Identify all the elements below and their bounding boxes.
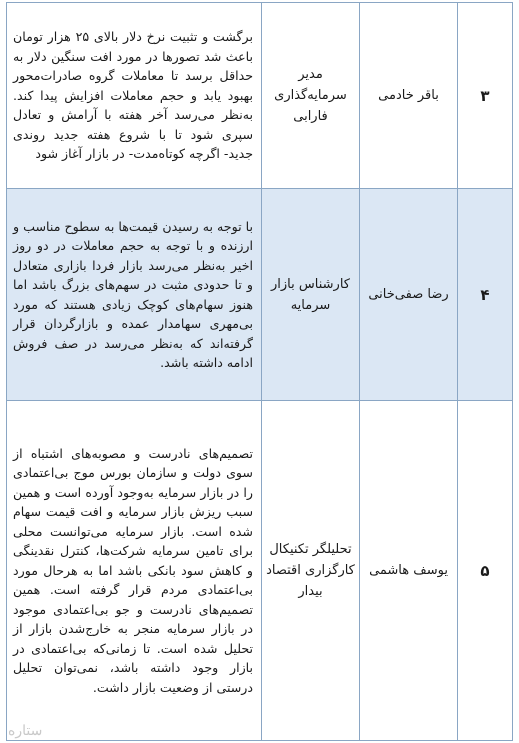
row-number: ۵ <box>457 401 512 740</box>
analyst-role: تحلیلگر تکنیکال کارگزاری اقتصاد بیدار <box>261 401 359 740</box>
analyst-name: باقر خادمی <box>359 3 457 188</box>
table-row <box>7 3 512 189</box>
row-number: ۴ <box>457 189 512 400</box>
analyst-table <box>6 2 513 741</box>
analyst-role: مدیر سرمایه‌گذاری فارابی <box>261 3 359 188</box>
analyst-comment: با توجه به رسیدن قیمت‌ها به سطوح مناسب و ارزنده و با توجه به حجم معاملات در دو روز اخیر به‌نظر می‌رسد بازار فردا بازاری متعادل و تا حدودی مثبت در سهم‌های بزرگ باشد اما هنوز سهام‌های کوچک زیادی هستند که مورد بی‌مهری سهامدار عمده و بازارگردان قرار گرفته‌اند که به‌نظر می‌رسد در صف فروش ادامه داشته باشد. <box>13 218 253 370</box>
analyst-role: کارشناس بازار سرمایه <box>261 189 359 400</box>
row-number: ۳ <box>457 3 512 188</box>
analyst-comment: تصمیم‌های نادرست و مصوبه‌های اشتباه از سوی دولت و سازمان بورس موج بی‌اعتمادی را در بازار سرمایه به‌وجود آورده است و همین سبب ریزش بازار سرمایه و افت قیمت سهام شده است. بازار سرمایه می‌توانست محلی برای تامین سرمایه شرکت‌ها، کنترل نقدینگی و کاهش سود بانکی باشد اما به هرحال مورد بی‌اعتمادی مردم قرار گرفته است. همین تصمیم‌های نادرست و جو بی‌اعتمادی موجود در بازار سرمایه منجر به خارج‌شدن بازار از تحلیل شده است. تا زمانی‌که بی‌اعتمادی در بازار وجود داشته باشد، نمی‌توان تحلیل درستی از وضعیت بازار داشت. <box>13 445 253 695</box>
table-row <box>7 189 512 401</box>
analyst-name: یوسف هاشمی <box>359 401 457 740</box>
watermark: ستاره <box>8 723 43 739</box>
analyst-name: رضا صفی‌خانی <box>359 189 457 400</box>
table-row <box>7 401 512 740</box>
analyst-comment: برگشت و تثبیت نرخ دلار بالای ۲۵ هزار تومان باعث شد تصورها در مورد افت سنگین دلار به حداقل برسد تا معاملات گروه صادرات‌محور بهبود یابد و حجم معاملات افزایش پیدا کند. به‌نظر می‌رسد آخر هفته با آرامش و تعادل سپری شود تا با شروع هفته جدید روندی جدید- اگرچه کوتاه‌مدت- در بازار آغاز شود <box>13 29 253 162</box>
